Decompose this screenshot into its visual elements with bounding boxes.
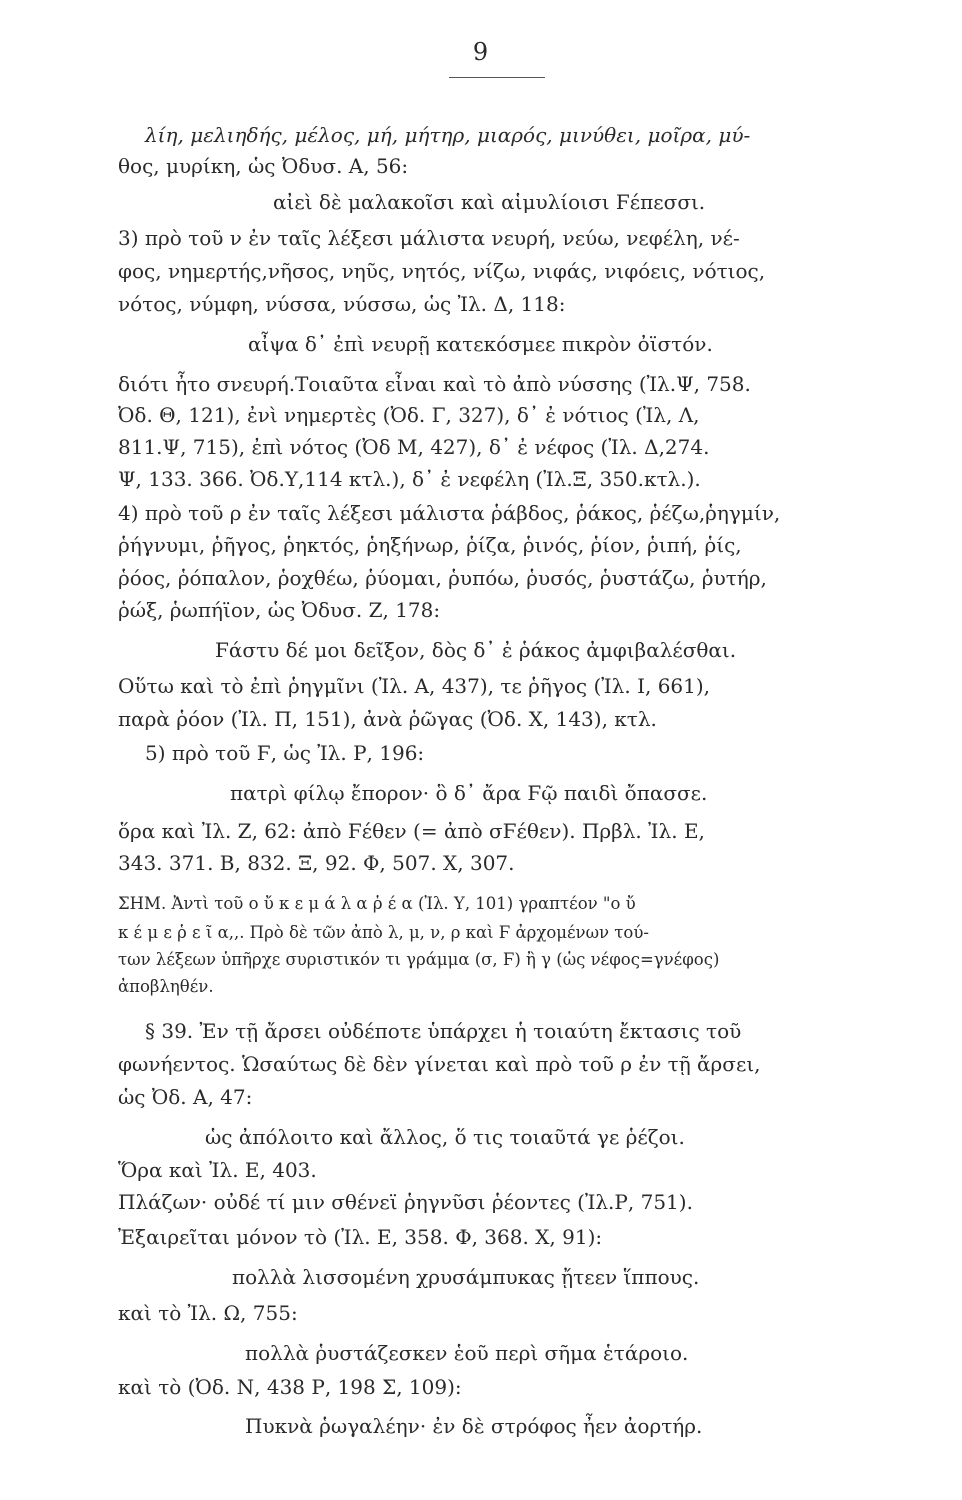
text-line: 343. 371. Β, 832. Ξ, 92. Φ, 507. Χ, 307. bbox=[118, 851, 515, 875]
note-line: ἀποβληθέν. bbox=[118, 977, 214, 996]
verse-line: Πλάζων· οὐδέ τί μιν σθένεϊ ῥηγνῦσι ῥέοντες (Ἰλ.Ρ, 751). bbox=[118, 1190, 693, 1214]
text-line: Οὕτω καὶ τὸ ἐπὶ ῥηγμῖνι (Ἰλ. Α, 437), τε ῥῆγος (Ἰλ. Ι, 661), bbox=[118, 674, 711, 698]
text-line: 3) πρὸ τοῦ ν ἐν ταῖς λέξεσι μάλιστα νευρή, νεύω, νεφέλη, νέ- bbox=[118, 226, 740, 250]
text-line: παρὰ ῥόον (Ἰλ. Π, 151), ἀνὰ ῥῶγας (Ὀδ. Χ, 143), κτλ. bbox=[118, 707, 657, 731]
text-line: διότι ἦτο σνευρή.Τοιαῦτα εἶναι καὶ τὸ ἀπὸ νύσσης (Ἰλ.Ψ, 758. bbox=[118, 372, 751, 396]
note-line: των λέξεων ὑπῆρχε συριστικόν τι γράμμα (σ, Ϝ) ἢ γ (ὡς νέφος=γνέφος) bbox=[118, 950, 720, 969]
text-line: καὶ τὸ Ἰλ. Ω, 755: bbox=[118, 1301, 298, 1325]
verse-line: αἶψα δ᾽ ἐπὶ νευρῇ κατεκόσμεε πικρὸν ὀϊστόν. bbox=[248, 332, 713, 356]
text-line: φωνήεντος. Ὡσαύτως δὲ δὲν γίνεται καὶ πρὸ τοῦ ρ ἐν τῇ ἄρσει, bbox=[118, 1052, 761, 1076]
text-line: Ἐξαιρεῖται μόνον τὸ (Ἰλ. Ε, 358. Φ, 368. Χ, 91): bbox=[118, 1225, 603, 1249]
note-line: ΣΗΜ. Ἀντὶ τοῦ ο ὔ κ ε μ ά λ α ῥ έ α (Ἰλ. Υ, 101) γραπτέον "ο ὔ bbox=[118, 894, 636, 913]
header-rule bbox=[449, 77, 545, 78]
text-line: φος, νημερτής,νῆσος, νηῦς, νητός, νίζω, νιφάς, νιφόεις, νότιος, bbox=[118, 259, 766, 283]
text-line: Ὀδ. Θ, 121), ἐνὶ νημερτὲς (Ὀδ. Γ, 327), δ᾽ ἐ νότιος (Ἰλ, Λ, bbox=[118, 403, 700, 427]
text-line: ῥόος, ῥόπαλον, ῥοχθέω, ῥύομαι, ῥυπόω, ῥυσός, ῥυστάζω, ῥυτήρ, bbox=[118, 566, 767, 590]
text-line: ὅρα καὶ Ἰλ. Ζ, 62: ἀπὸ Ϝέθεν (= ἀπὸ σϜέθεν). Πρβλ. Ἰλ. Ε, bbox=[118, 819, 705, 843]
text-line: § 39. Ἐν τῇ ἄρσει οὐδέποτε ὑπάρχει ἡ τοιαύτη ἔκτασις τοῦ bbox=[145, 1019, 742, 1043]
text-line: ῥώξ, ῥωπήϊον, ὡς Ὀδυσ. Ζ, 178: bbox=[118, 598, 441, 622]
text-line: 811.Ψ, 715), ἐπὶ νότος (Ὀδ Μ, 427), δ᾽ ἐ νέφος (Ἰλ. Δ,274. bbox=[118, 435, 710, 459]
text-line: θος, μυρίκη, ὡς Ὀδυσ. Α, 56: bbox=[118, 154, 409, 178]
verse-line: πολλὰ ῥυστάζεσκεν ἑοῦ περὶ σῆμα ἑτάροιο. bbox=[245, 1341, 689, 1365]
verse-line: ὡς ἀπόλοιτο καὶ ἄλλος, ὅ τις τοιαῦτά γε ῥέζοι. bbox=[205, 1125, 685, 1149]
text-line: νότος, νύμφη, νύσσα, νύσσω, ὡς Ἰλ. Δ, 118: bbox=[118, 292, 566, 316]
text-line: λίη, μελιηδής, μέλος, μή, μήτηρ, μιαρός, μινύθει, μοῖρα, μύ- bbox=[145, 123, 751, 147]
text-line: ῥήγνυμι, ῥῆγος, ῥηκτός, ῥηξήνωρ, ῥίζα, ῥινός, ῥίον, ῥιπή, ῥίς, bbox=[118, 533, 742, 557]
text-line: Ψ, 133. 366. Ὀδ.Υ,114 κτλ.), δ᾽ ἐ νεφέλη (Ἰλ.Ξ, 350.κτλ.). bbox=[118, 467, 701, 491]
text-line: Ὅρα καὶ Ἰλ. Ε, 403. bbox=[118, 1158, 317, 1182]
page-number: 9 bbox=[472, 38, 490, 66]
verse-line: πατρὶ φίλῳ ἔπορον· ὃ δ᾽ ἄρα Ϝῷ παιδὶ ὄπασσε. bbox=[230, 781, 708, 805]
note-line: κ έ μ ε ῥ ε ῖ α,,. Πρὸ δὲ τῶν ἀπὸ λ, μ, ν, ρ καὶ Ϝ ἀρχομένων τού- bbox=[118, 923, 649, 942]
verse-line: Ϝάστυ δέ μοι δεῖξον, δὸς δ᾽ ἐ ῥάκος ἀμφιβαλέσθαι. bbox=[215, 638, 737, 662]
text-line: ὡς Ὀδ. Α, 47: bbox=[118, 1085, 253, 1109]
text-line: 5) πρὸ τοῦ Ϝ, ὡς Ἰλ. Ρ, 196: bbox=[145, 741, 425, 765]
text-line: 4) πρὸ τοῦ ρ ἐν ταῖς λέξεσι μάλιστα ῥάβδος, ῥάκος, ῥέζω,ῥηγμίν, bbox=[118, 501, 781, 525]
verse-line: πολλὰ λισσομένη χρυσάμπυκας ᾔτεεν ἵππους. bbox=[232, 1265, 700, 1289]
verse-line: Πυκνὰ ῥωγαλέην· ἐν δὲ στρόφος ἦεν ἀορτήρ. bbox=[245, 1414, 703, 1438]
text-line: καὶ τὸ (Ὀδ. Ν, 438 Ρ, 198 Σ, 109): bbox=[118, 1375, 462, 1399]
verse-line: αἰεὶ δὲ μαλακοῖσι καὶ αἱμυλίοισι Ϝέπεσσι. bbox=[273, 190, 706, 214]
